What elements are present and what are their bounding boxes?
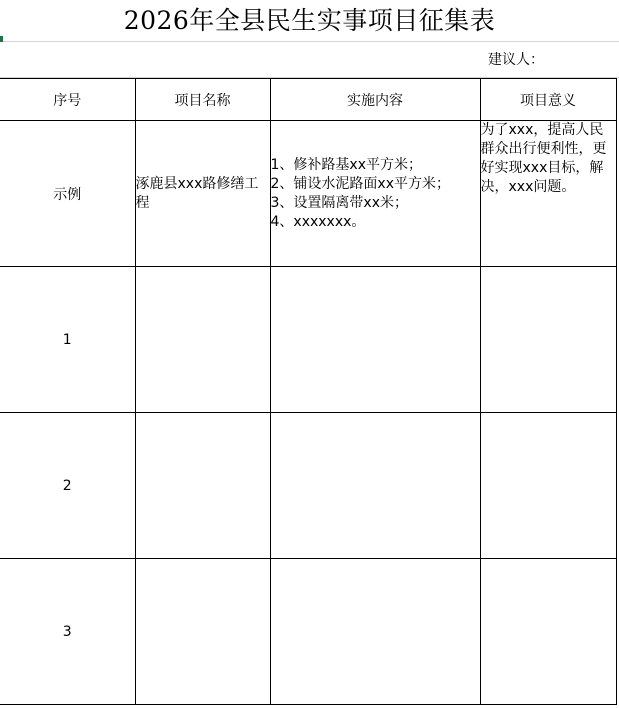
cell-content[interactable] (270, 267, 480, 413)
table-row (0, 267, 616, 413)
cell-meaning[interactable] (480, 413, 616, 559)
cell-meaning[interactable] (480, 267, 616, 413)
cell-seq[interactable]: 1 (0, 267, 135, 413)
project-table (0, 78, 617, 705)
page-title: 2026年全县民生实事项目征集表 (123, 6, 496, 35)
content-line-1: 1、修补路基xx平方米； (270, 156, 422, 173)
table-row-example (0, 121, 616, 267)
content-line-4: 4、xxxxxxx。 (270, 213, 366, 230)
column-header-name[interactable]: 项目名称 (135, 79, 270, 121)
cell-name[interactable] (135, 413, 270, 559)
table-row (0, 413, 616, 559)
proposer-row (0, 42, 619, 78)
header-row (0, 79, 616, 121)
content-line-3: 3、设置隔离带xx米； (270, 194, 408, 211)
cell-name-example[interactable]: 涿鹿县xxx路修缮工程 (135, 121, 270, 267)
cell-name[interactable] (135, 559, 270, 705)
cell-seq[interactable]: 3 (0, 559, 135, 705)
proposer-label: 建议人： (488, 52, 544, 68)
cell-seq-example[interactable]: 示例 (0, 121, 135, 267)
cell-content[interactable] (270, 559, 480, 705)
cell-meaning[interactable] (480, 559, 616, 705)
cell-meaning-example[interactable]: 为了xxx，提高人民群众出行便利性，更好实现xxx目标，解决，xxx问题。 (480, 121, 616, 267)
cell-name[interactable] (135, 267, 270, 413)
table-row (0, 559, 616, 705)
column-header-meaning[interactable]: 项目意义 (480, 79, 616, 121)
cell-content-example[interactable] (270, 121, 480, 267)
column-header-content[interactable]: 实施内容 (270, 79, 480, 121)
content-line-2: 2、铺设水泥路面xx平方米； (270, 175, 450, 192)
title-row (0, 0, 619, 42)
cell-content[interactable] (270, 413, 480, 559)
column-header-seq[interactable]: 序号 (0, 79, 135, 121)
cell-seq[interactable]: 2 (0, 413, 135, 559)
